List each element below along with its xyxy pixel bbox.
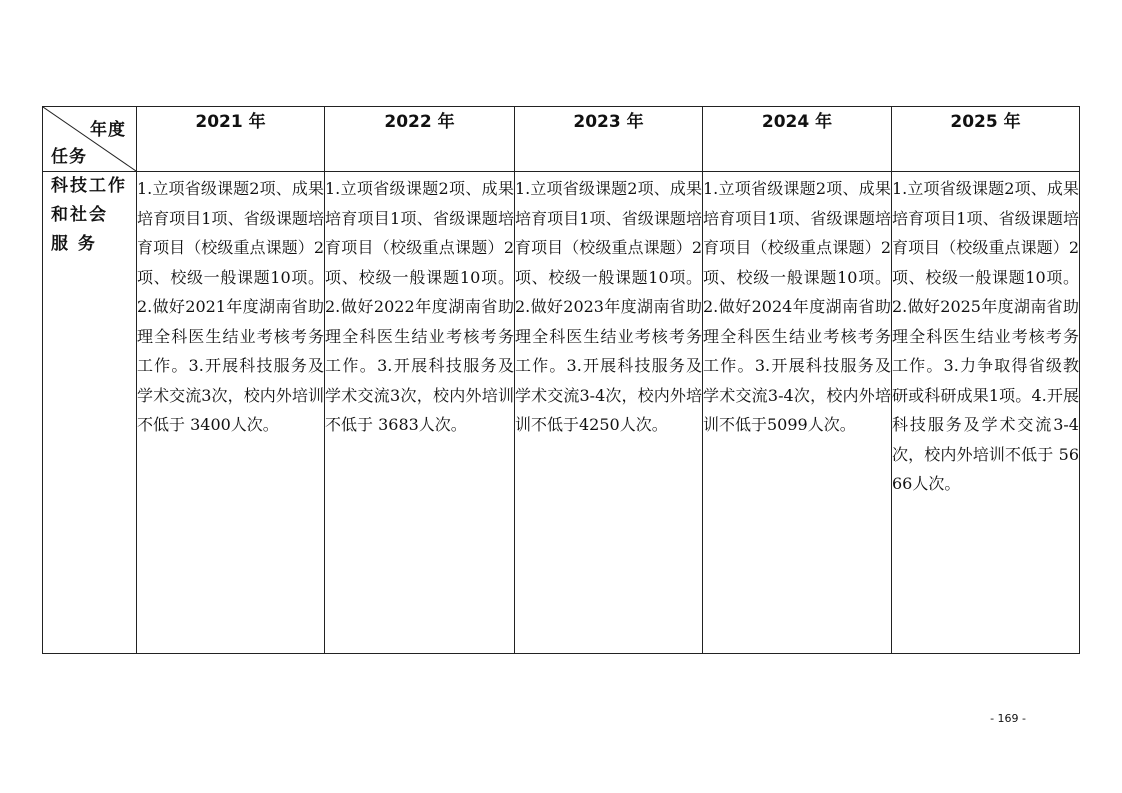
task-text-2021: 1.立项省级课题2项、成果培育项目1项、省级课题培育项目（校级重点课题）2项、校级一般课题10项。2.做好2021年度湖南省助理全科医生结业考核考务工作。3.开展科技服务及学术交流3次，校内外培训不低于 3400人次。	[137, 179, 324, 434]
year-header-2025: 2025 年	[892, 107, 1080, 172]
page-number: - 169 -	[990, 712, 1026, 725]
category-label: 科技工作 和社会 服 务	[51, 176, 127, 254]
year-header-2024: 2024 年	[703, 107, 892, 172]
year-header-2022: 2022 年	[325, 107, 515, 172]
year-header-2021: 2021 年	[137, 107, 325, 172]
corner-header-cell	[43, 107, 137, 172]
task-table	[42, 106, 1080, 654]
year-header-2023: 2023 年	[515, 107, 703, 172]
table-header-row	[43, 107, 1080, 172]
corner-label-year: 年度	[90, 120, 126, 140]
category-cell	[43, 172, 137, 654]
corner-label-task: 任务	[51, 147, 87, 167]
task-cell-2025	[892, 172, 1080, 654]
task-cell-2021	[137, 172, 325, 654]
task-text-2023: 1.立项省级课题2项、成果培育项目1项、省级课题培育项目（校级重点课题）2项、校级一般课题10项。2.做好2023年度湖南省助理全科医生结业考核考务工作。3.开展科技服务及学术交流3-4次，校内外培训不低于4250人次。	[515, 179, 702, 434]
task-cell-2024	[703, 172, 892, 654]
task-text-2025: 1.立项省级课题2项、成果培育项目1项、省级课题培育项目（校级重点课题）2项、校级一般课题10项。2.做好2025年度湖南省助理全科医生结业考核考务工作。3.力争取得省级教研或科研成果1项。4.开展科技服务及学术交流3-4次，校内外培训不低于 5666人次。	[892, 179, 1079, 493]
task-cell-2022	[325, 172, 515, 654]
task-text-2024: 1.立项省级课题2项、成果培育项目1项、省级课题培育项目（校级重点课题）2项、校级一般课题10项。2.做好2024年度湖南省助理全科医生结业考核考务工作。3.开展科技服务及学术交流3-4次，校内外培训不低于5099人次。	[703, 179, 891, 434]
table-row	[43, 172, 1080, 654]
task-text-2022: 1.立项省级课题2项、成果培育项目1项、省级课题培育项目（校级重点课题）2项、校级一般课题10项。2.做好2022年度湖南省助理全科医生结业考核考务工作。3.开展科技服务及学术交流3次，校内外培训不低于 3683人次。	[325, 179, 514, 434]
task-cell-2023	[515, 172, 703, 654]
